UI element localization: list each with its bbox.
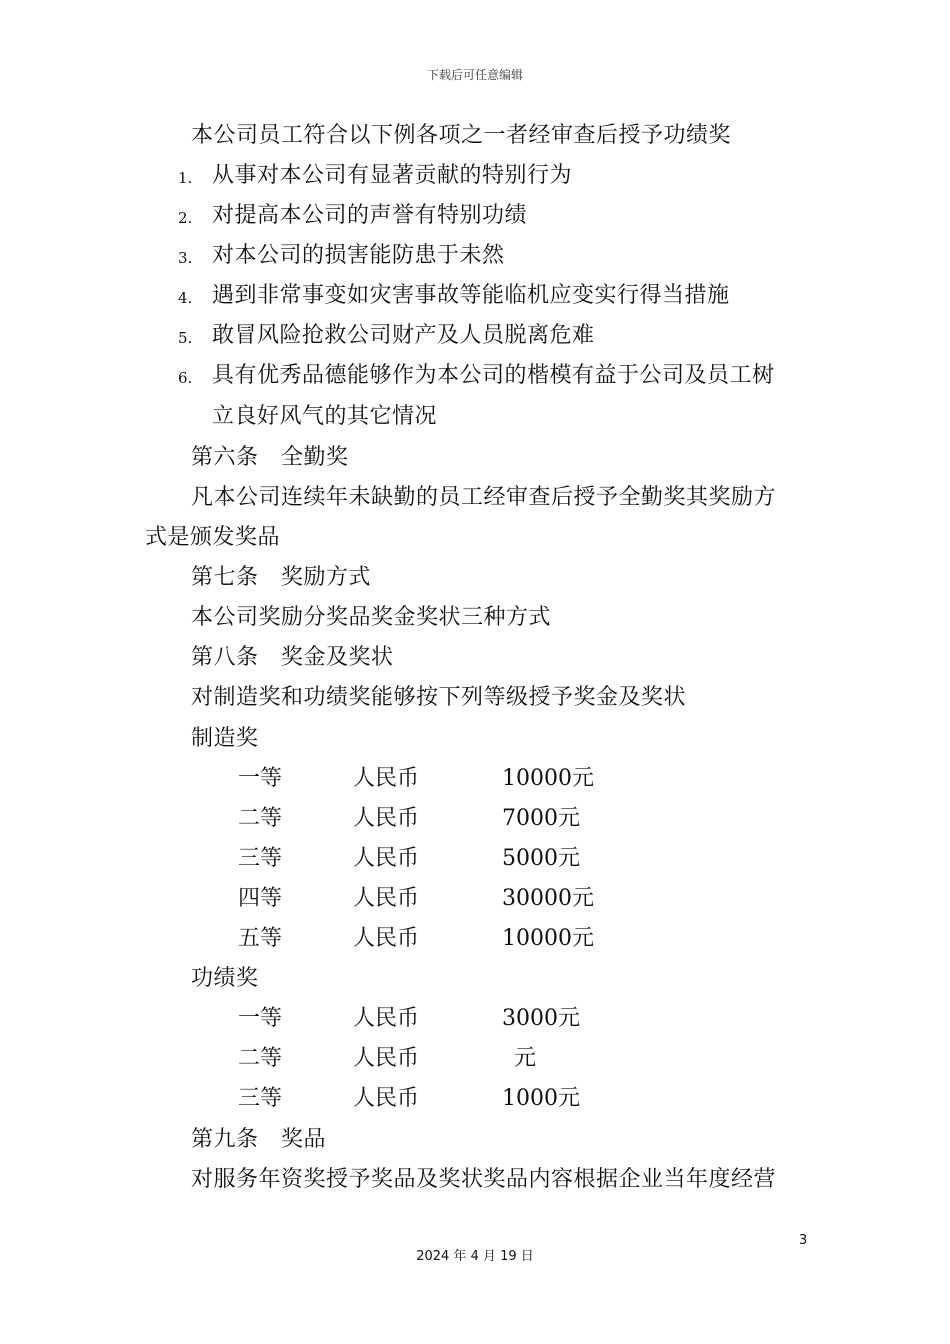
grade-cell: 四等	[238, 886, 283, 911]
list-item: 对提高本公司的声誉有特别功绩	[212, 203, 528, 228]
article-6-text: 凡本公司连续年未缺勤的员工经审查后授予全勤奖其奖励方	[191, 485, 777, 510]
grade-cell: 一等	[238, 766, 283, 791]
list-number: 6.	[178, 369, 193, 387]
article-6-title: 第六条 全勤奖	[191, 445, 349, 470]
amount-cell: 30000元	[502, 886, 594, 911]
article-9-text: 对服务年资奖授予奖品及奖状奖品内容根据企业当年度经营	[191, 1167, 777, 1192]
list-number: 1.	[178, 169, 193, 187]
currency-cell: 人民币	[353, 1046, 420, 1071]
list-number: 2.	[178, 209, 193, 227]
grade-cell: 二等	[238, 1046, 283, 1071]
grade-cell: 五等	[238, 926, 283, 951]
article-8-text: 对制造奖和功绩奖能够按下列等级授予奖金及奖状	[191, 685, 687, 710]
merit-award-label: 功绩奖	[191, 966, 259, 991]
grade-cell: 一等	[238, 1006, 283, 1031]
list-item: 从事对本公司有显著贡献的特别行为	[212, 163, 573, 188]
list-number: 5.	[178, 329, 193, 347]
list-item: 具有优秀品德能够作为本公司的楷模有益于公司及员工树	[212, 363, 775, 388]
currency-cell: 人民币	[353, 806, 420, 831]
intro-paragraph: 本公司员工符合以下例各项之一者经审查后授予功绩奖	[191, 123, 732, 148]
currency-cell: 人民币	[353, 1086, 420, 1111]
currency-cell: 人民币	[353, 766, 420, 791]
amount-cell: 10000元	[502, 926, 594, 951]
currency-cell: 人民币	[353, 846, 420, 871]
list-item: 对本公司的损害能防患于未然	[212, 243, 505, 268]
list-item: 遇到非常事变如灾害事故等能临机应变实行得当措施	[212, 283, 730, 308]
article-9-title: 第九条 奖品	[191, 1127, 327, 1152]
article-7-title: 第七条 奖励方式	[191, 565, 372, 590]
article-6-text-continued: 式是颁发奖品	[145, 525, 281, 550]
article-7-text: 本公司奖励分奖品奖金奖状三种方式	[191, 605, 552, 630]
amount-cell: 7000元	[502, 806, 580, 831]
manufacture-award-label: 制造奖	[191, 726, 259, 751]
grade-cell: 三等	[238, 1086, 283, 1111]
list-item-continuation: 立良好风气的其它情况	[212, 404, 438, 429]
amount-cell: 元	[514, 1046, 537, 1071]
grade-cell: 二等	[238, 806, 283, 831]
article-8-title: 第八条 奖金及奖状	[191, 645, 394, 670]
grade-cell: 三等	[238, 846, 283, 871]
page-number: 3	[799, 1233, 808, 1248]
list-item: 敢冒风险抢救公司财产及人员脱离危难	[212, 323, 595, 348]
list-number: 4.	[178, 289, 193, 307]
amount-cell: 1000元	[502, 1086, 580, 1111]
currency-cell: 人民币	[353, 886, 420, 911]
amount-cell: 10000元	[502, 766, 594, 791]
page-header: 下载后可任意编辑	[426, 68, 523, 82]
footer-date: 2024 年 4 月 19 日	[416, 1249, 534, 1264]
currency-cell: 人民币	[353, 926, 420, 951]
amount-cell: 3000元	[502, 1006, 580, 1031]
amount-cell: 5000元	[502, 846, 580, 871]
list-number: 3.	[178, 249, 193, 267]
currency-cell: 人民币	[353, 1006, 420, 1031]
